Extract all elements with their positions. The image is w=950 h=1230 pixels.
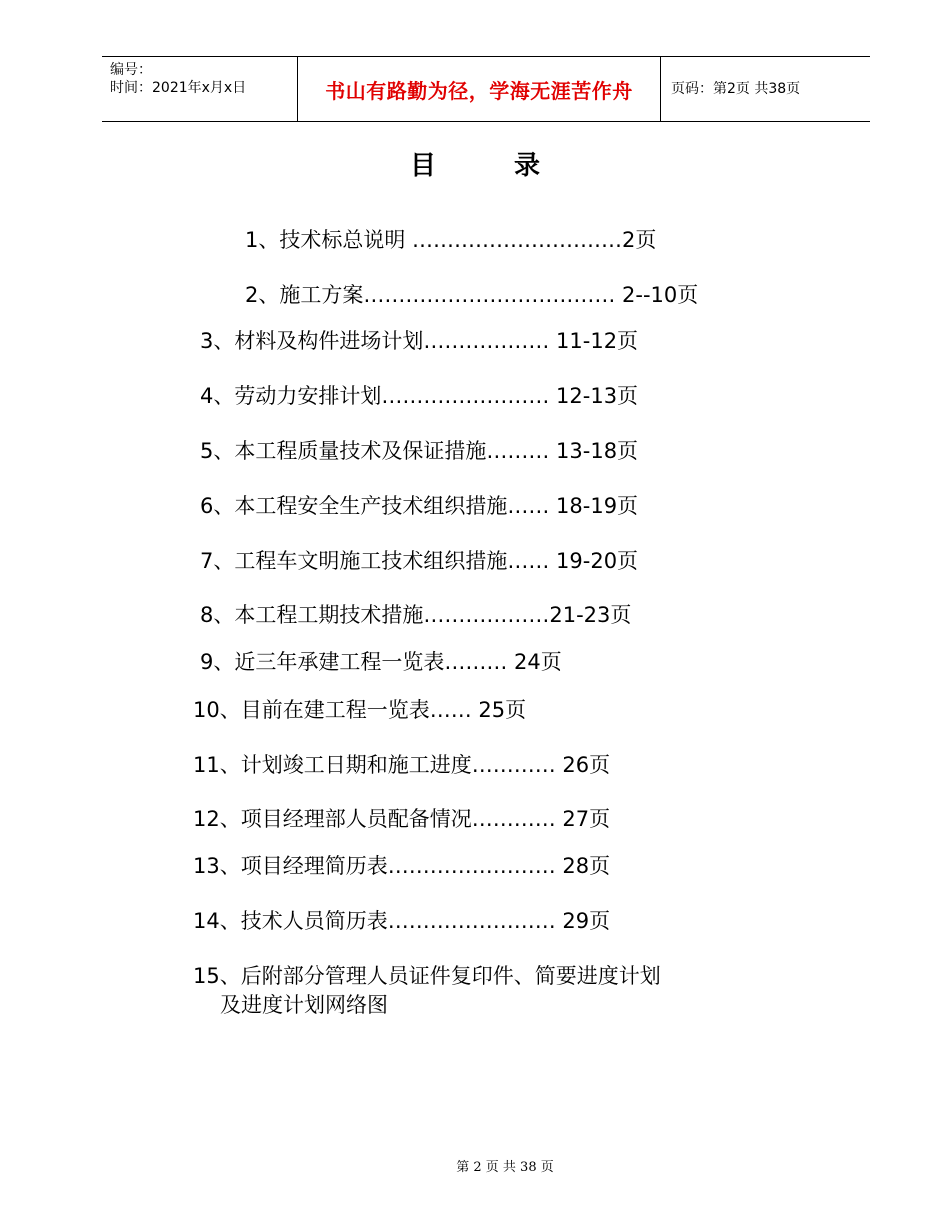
- toc-item-13[interactable]: 13、项目经理简历表…………………… 28页: [193, 854, 611, 878]
- toc-item-1[interactable]: 1、技术标总说明 …………………………2页: [245, 228, 657, 252]
- page-title-char-2: 录: [514, 151, 541, 181]
- toc-item-2[interactable]: 2、施工方案……………………………… 2--10页: [245, 283, 699, 307]
- page-title-char-1: 目: [409, 151, 436, 181]
- header-motto: 书山有路勤为径，学海无涯苦作舟: [325, 78, 633, 103]
- document-number-label: 编号：: [110, 62, 152, 78]
- header-meta-cell: [102, 57, 297, 121]
- page-title: [0, 145, 950, 182]
- toc-item-15-continued[interactable]: 及进度计划网络图: [220, 993, 388, 1017]
- toc-item-12[interactable]: 12、项目经理部人员配备情况………… 27页: [193, 807, 611, 831]
- toc-item-3[interactable]: 3、材料及构件进场计划……………… 11-12页: [200, 329, 639, 353]
- header-page-info: 页码：第2页 共38页: [671, 81, 801, 97]
- header-table: [102, 56, 870, 122]
- toc-item-14[interactable]: 14、技术人员简历表…………………… 29页: [193, 909, 611, 933]
- document-time-label: 时间：2021年x月x日: [110, 80, 247, 96]
- header-page-cell: [661, 57, 870, 121]
- toc-item-9[interactable]: 9、近三年承建工程一览表……… 24页: [200, 650, 562, 674]
- header-motto-cell: [297, 57, 661, 121]
- toc-item-15[interactable]: 15、后附部分管理人员证件复印件、简要进度计划: [193, 964, 661, 988]
- toc-item-4[interactable]: 4、劳动力安排计划…………………… 12-13页: [200, 384, 639, 408]
- toc-item-5[interactable]: 5、本工程质量技术及保证措施……… 13-18页: [200, 439, 639, 463]
- toc-item-7[interactable]: 7、工程车文明施工技术组织措施…… 19-20页: [200, 549, 639, 573]
- page-footer: 第 2 页 共 38 页: [456, 1160, 554, 1175]
- toc-item-10[interactable]: 10、目前在建工程一览表…… 25页: [193, 698, 527, 722]
- toc-item-6[interactable]: 6、本工程安全生产技术组织措施…… 18-19页: [200, 494, 639, 518]
- toc-item-11[interactable]: 11、计划竣工日期和施工进度………… 26页: [193, 753, 611, 777]
- toc-item-8[interactable]: 8、本工程工期技术措施………………21-23页: [200, 603, 632, 627]
